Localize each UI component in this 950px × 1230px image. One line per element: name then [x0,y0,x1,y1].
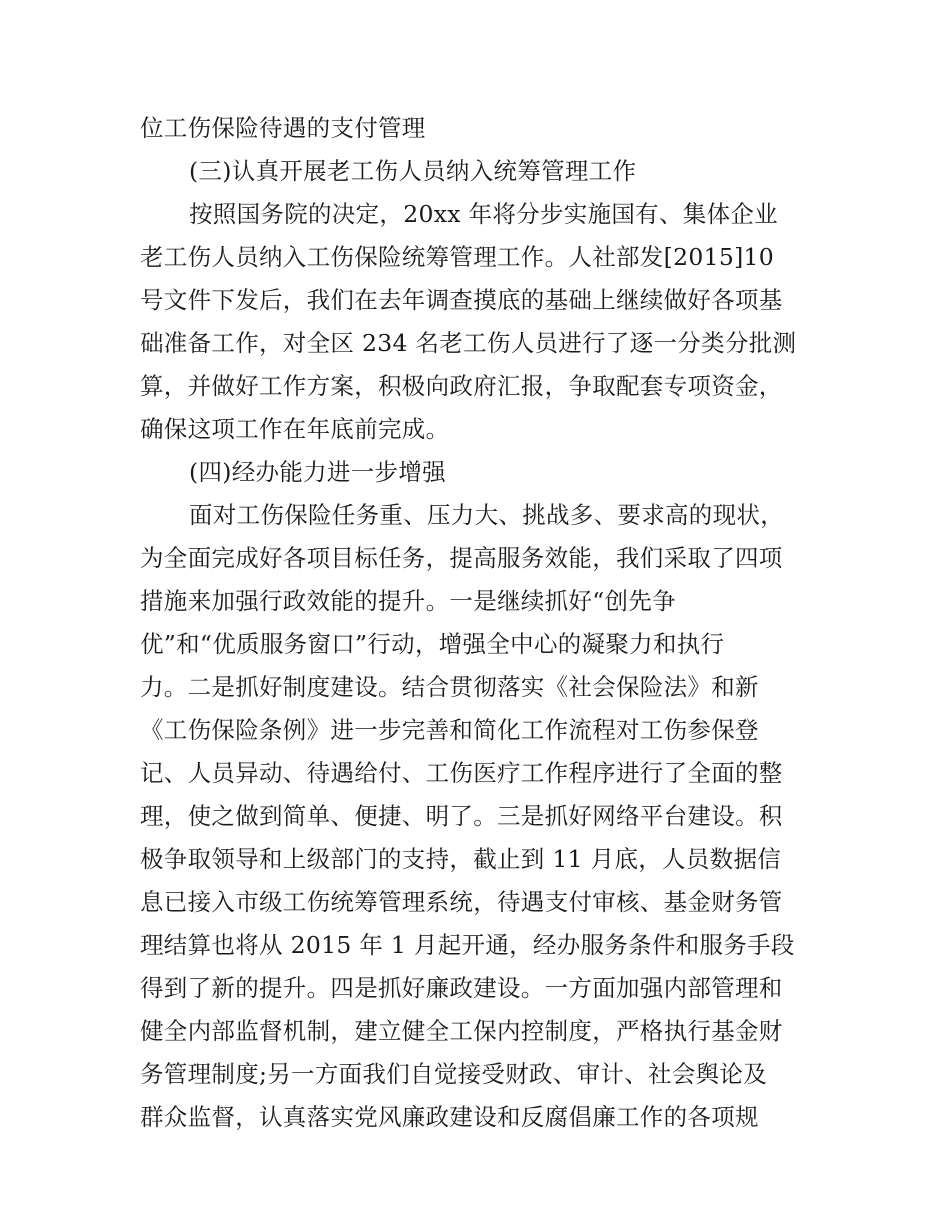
section-heading: (四)经办能力进一步增强 [189,458,446,486]
text-line: 《工伤保险条例》进一步完善和简化工作流程对工伤参保登 [140,716,759,744]
text-line: 为全面完成好各项目标任务，提高服务效能，我们采取了四项 [140,544,783,572]
text-line: 按照国务院的决定，20xx 年将分步实施国有、集体企业 [189,200,778,228]
text-line: 力。二是抓好制度建设。结合贯彻落实《社会保险法》和新 [140,673,759,701]
text-line: 息已接入市级工伤统筹管理系统，待遇支付审核、基金财务管 [140,888,783,916]
text-line: 老工伤人员纳入工伤保险统筹管理工作。人社部发[2015]10 [140,243,775,271]
text-line: 优”和“优质服务窗口”行动，增强全中心的凝聚力和执行 [140,630,725,658]
text-line: 础准备工作，对全区 234 名老工伤人员进行了逐一分类分批测 [140,329,797,357]
text-line: 理结算也将从 2015 年 1 月起开通，经办服务条件和服务手段 [140,931,795,959]
section-heading: (三)认真开展老工伤人员纳入统筹管理工作 [189,157,637,185]
text-line: 算，并做好工作方案，积极向政府汇报，争取配套专项资金， [140,372,783,400]
text-line: 面对工伤保险任务重、压力大、挑战多、要求高的现状， [189,501,784,529]
text-line: 号文件下发后，我们在去年调查摸底的基础上继续做好各项基 [140,286,783,314]
text-line: 记、人员异动、待遇给付、工伤医疗工作程序进行了全面的整 [140,759,783,787]
text-line: 极争取领导和上级部门的支持，截止到 11 月底，人员数据信 [140,845,782,873]
text-line: 群众监督，认真落实党风廉政建设和反腐倡廉工作的各项规 [140,1103,759,1131]
text-line: 务管理制度;另一方面我们自觉接受财政、审计、社会舆论及 [140,1060,768,1088]
text-line: 理，使之做到简单、便捷、明了。三是抓好网络平台建设。积 [140,802,783,830]
text-line: 措施来加强行政效能的提升。一是继续抓好“创先争 [140,587,676,615]
text-line: 位工伤保险待遇的支付管理 [140,114,426,142]
text-line: 确保这项工作在年底前完成。 [140,415,450,443]
text-line: 健全内部监督机制，建立健全工保内控制度，严格执行基金财 [140,1017,783,1045]
text-line: 得到了新的提升。四是抓好廉政建设。一方面加强内部管理和 [140,974,783,1002]
